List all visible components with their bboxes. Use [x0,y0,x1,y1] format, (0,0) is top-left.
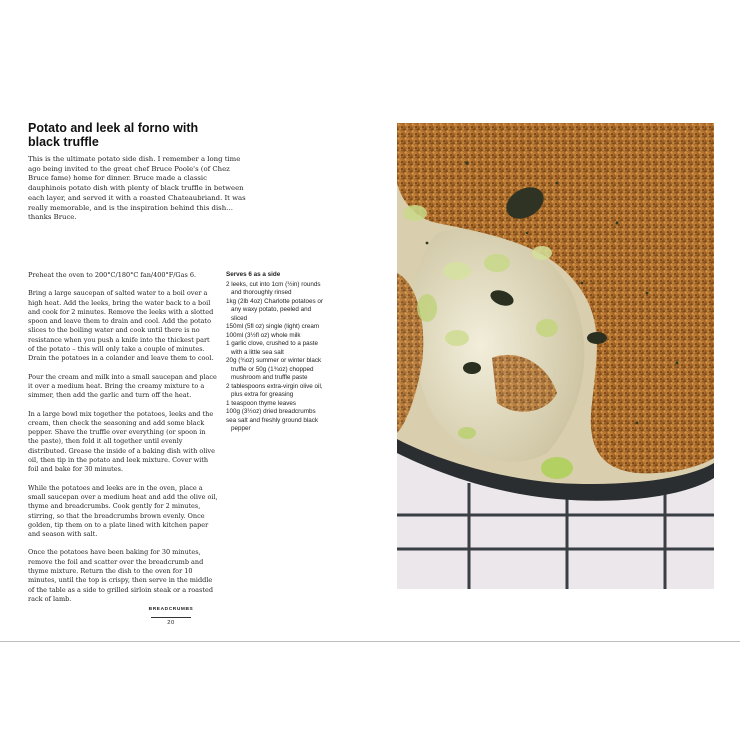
method-step: Pour the cream and milk into a small saucepan and place it over a medium heat. Bring the creamy mixture to a simmer, then add the garlic and turn off the heat. [28,372,217,400]
recipe-title: Potato and leek al forno with black truffle [28,121,199,149]
ingredient-item: 100g (3½oz) dried breadcrumbs [226,408,316,415]
page-bottom-rule [0,641,740,642]
ingredient-item: 20g (¾oz) summer or winter black truffle or 50g (1¾oz) chopped mushroom and truffle paste [226,357,322,381]
recipe-intro: This is the ultimate potato side dish. I remember a long time ago being invited to the great chef Bruce Poole's (of Chez Bruce fame) home for dinner. Bruce made a classic dauphinois potato dish with plenty of black truffle in between each layer, and served it with a roasted Chateaubriand. It was really memorable, and is the inspiration behind this dish… thanks Bruce. [28,155,246,222]
footer-divider [151,617,191,618]
serves-heading: Serves 6 as a side [226,271,281,278]
ingredient-item: 2 leeks, cut into 1cm (½in) rounds and thoroughly rinsed [226,280,321,296]
method-step: Bring a large saucepan of salted water to a boil over a high heat. Add the leeks, bring the water back to a boil and cook for 2 minutes. Remove the leeks with a slotted spoon and leave them to drain and cool. Add the potato slices to the boiling water and cook until there is no resistance when you push a knife into the thickest part of the potato – this will only take a couple of minutes. Drain the potatoes in a colander and leave them to cool. [28,289,214,363]
ingredient-item: 100ml (3½fl oz) whole milk [226,331,301,339]
ingredient-item: 1 teaspoon thyme leaves [226,399,297,407]
truffle-slice [463,362,481,374]
ingredient-item: 150ml (5fl oz) single (light) cream [226,323,320,330]
method-step: In a large bowl mix together the potatoes, leeks and the cream, then check the seasoning and add some black pepper. Shave the truffle over everything (or spoon in the paste), then fold it all together until evenly distributed. Grease the inside of a baking dish with olive oil, then tip in the potato and leek mixture. Cover with foil and bake for 30 minutes. [28,409,215,474]
dish-photo [397,123,714,589]
ingredient-item: sea salt and freshly ground black pepper [226,416,319,432]
ingredient-item: 1kg (2lb 4oz) Charlotte potatoes or any waxy potato, peeled and sliced [226,297,323,322]
method-step: Preheat the oven to 200°C/180°C fan/400°F/Gas 6. [28,271,197,279]
method-step: While the potatoes and leeks are in the oven, place a small saucepan over a medium heat and add the olive oil, thyme and breadcrumbs. Cook gently for 2 minutes, stirring, so that the breadcrumbs brown evenly. Once golden, tip them on to a plate lined with kitchen paper and season with salt. [28,483,218,539]
footer-section-label: BREADCRUMBS [148,607,194,612]
recipe-method [28,271,218,613]
ingredient-item: 2 tablespoons extra-virgin olive oil, plus extra for greasing [226,382,323,398]
truffle-slice [587,332,607,344]
method-step: Once the potatoes have been baking for 30 minutes, remove the foil and scatter over the breadcrumb and thyme mixture. Return the dish to the oven for 10 minutes, until the top is crispy, then serve in the middle of the table as a side to grilled sirloin steak or a roasted rack of lamb. [28,548,214,603]
dish-photo-illustration [397,123,714,589]
ingredient-item: 1 garlic clove, crushed to a paste with a little sea salt [226,340,319,356]
ingredients-list [226,271,326,434]
page-number: 20 [167,620,175,626]
